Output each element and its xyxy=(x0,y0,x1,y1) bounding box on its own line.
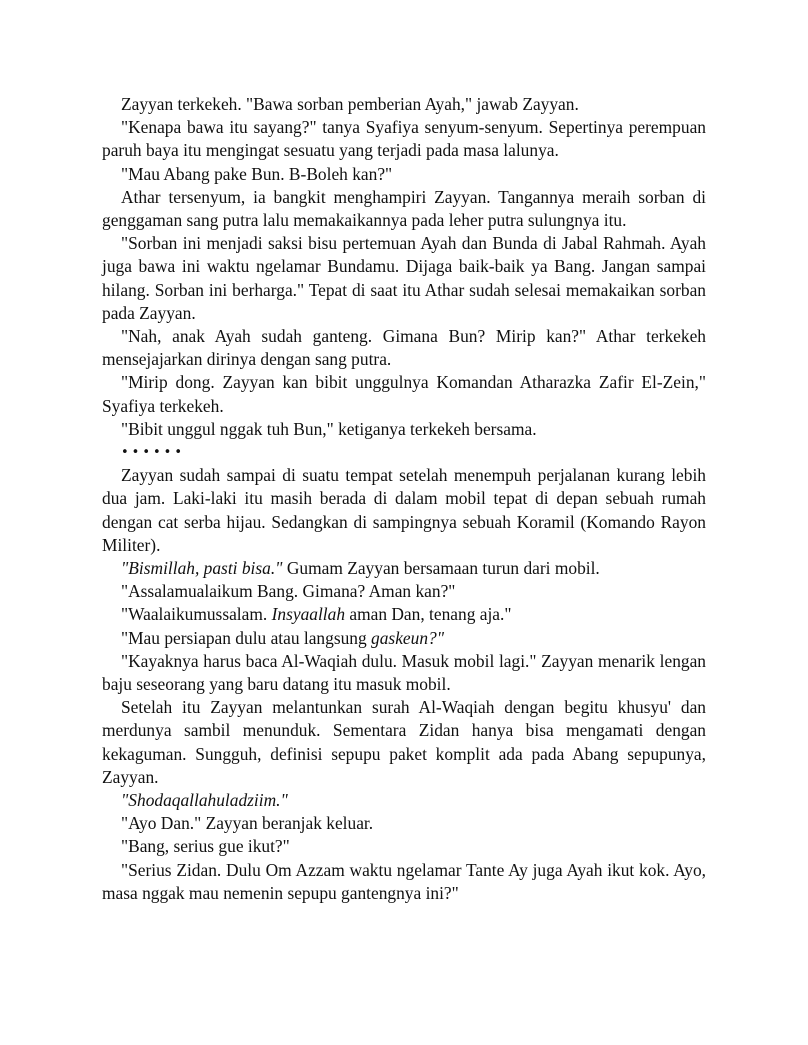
text-run: "Serius Zidan. Dulu Om Azzam waktu ngelamar Tante Ay juga Ayah ikut kok. Ayo, masa nggak mau nemenin sepupu gantengnya ini?" xyxy=(102,859,706,903)
text-run: "Mau Abang pake Bun. B-Boleh kan?" xyxy=(121,163,393,184)
paragraph-9 xyxy=(102,464,706,557)
paragraph-12 xyxy=(102,603,706,626)
document-page xyxy=(102,93,706,905)
text-run: "Kayaknya harus baca Al-Waqiah dulu. Masuk mobil lagi." Zayyan menarik lengan baju seseorang yang baru datang itu masuk mobil. xyxy=(102,650,706,695)
paragraph-13 xyxy=(102,627,706,650)
text-run: "Nah, anak Ayah sudah ganteng. Gimana Bun? Mirip kan?" Athar terkekeh mensejajarkan dirinya dengan sang putra. xyxy=(102,326,706,370)
paragraph-15 xyxy=(102,696,706,789)
paragraph-10 xyxy=(102,557,706,580)
text-run: "Mau persiapan dulu atau langsung xyxy=(121,627,372,648)
text-run: "Mirip dong. Zayyan kan bibit unggulnya Komandan Atharazka Zafir El-Zein," Syafiya terkekeh. xyxy=(102,372,706,416)
text-run: "Ayo Dan." Zayyan beranjak keluar. xyxy=(121,813,374,834)
italic-text-run: "Bismillah, pasti bisa." xyxy=(121,558,283,579)
paragraph-2 xyxy=(102,116,706,162)
paragraph-4 xyxy=(102,186,706,232)
paragraph-3 xyxy=(102,163,706,186)
text-run: "Sorban ini menjadi saksi bisu pertemuan Ayah dan Bunda di Jabal Rahmah. Ayah juga bawa ini waktu ngelamar Bundamu. Dijaga baik-baik ya Bang. Jangan sampai hilang. Sorban ini berharga." Tepat di saat itu Athar sudah selesai memakaikan sorban pada Zayyan. xyxy=(102,233,706,323)
paragraph-7 xyxy=(102,371,706,417)
italic-text-run: gaskeun?" xyxy=(371,627,445,648)
paragraph-6 xyxy=(102,325,706,371)
paragraph-11 xyxy=(102,580,706,603)
paragraph-18 xyxy=(102,835,706,858)
text-run: "Bibit unggul nggak tuh Bun," ketiganya terkekeh bersama. xyxy=(121,418,537,439)
paragraph-8 xyxy=(102,418,706,441)
text-run: Setelah itu Zayyan melantunkan surah Al-Waqiah dengan begitu khusyu' dan merdunya sambil menunduk. Sementara Zidan hanya bisa mengamati dengan kekaguman. Sungguh, definisi sepupu paket komplit ada pada Abang sepupunya, Zayyan. xyxy=(102,697,706,787)
italic-text-run: Insyaallah xyxy=(271,604,346,625)
text-run: Athar tersenyum, ia bangkit menghampiri Zayyan. Tangannya meraih sorban di genggaman sang putra lalu memakaikannya pada leher putra sulungnya itu. xyxy=(102,186,706,231)
paragraph-19 xyxy=(102,859,706,905)
text-run: aman Dan, tenang aja." xyxy=(345,604,512,625)
text-run: "Kenapa bawa itu sayang?" tanya Syafiya senyum-senyum. Sepertinya perempuan paruh baya itu mengingat sesuatu yang terjadi pada masa lalunya. xyxy=(102,117,706,161)
paragraph-16 xyxy=(102,789,706,812)
text-run: "Waalaikumussalam. xyxy=(121,604,272,625)
paragraph-5 xyxy=(102,232,706,325)
paragraph-1 xyxy=(102,93,706,116)
text-run: Gumam Zayyan bersamaan turun dari mobil. xyxy=(282,558,600,579)
paragraph-14 xyxy=(102,650,706,696)
scene-separator: •••••• xyxy=(121,445,186,461)
text-run: Zayyan terkekeh. "Bawa sorban pemberian Ayah," jawab Zayyan. xyxy=(121,94,579,114)
text-run: "Bang, serius gue ikut?" xyxy=(121,836,290,857)
text-run: Zayyan sudah sampai di suatu tempat setelah menempuh perjalanan kurang lebih dua jam. Laki-laki itu masih berada di dalam mobil tepat di depan sebuah rumah dengan cat serba hijau. Sedangkan di sampingnya sebuah Koramil (Komando Rayon Militer). xyxy=(102,465,706,555)
paragraph-17 xyxy=(102,812,706,835)
italic-text-run: "Shodaqallahuladziim." xyxy=(121,790,288,811)
text-run: "Assalamualaikum Bang. Gimana? Aman kan?" xyxy=(121,581,456,602)
